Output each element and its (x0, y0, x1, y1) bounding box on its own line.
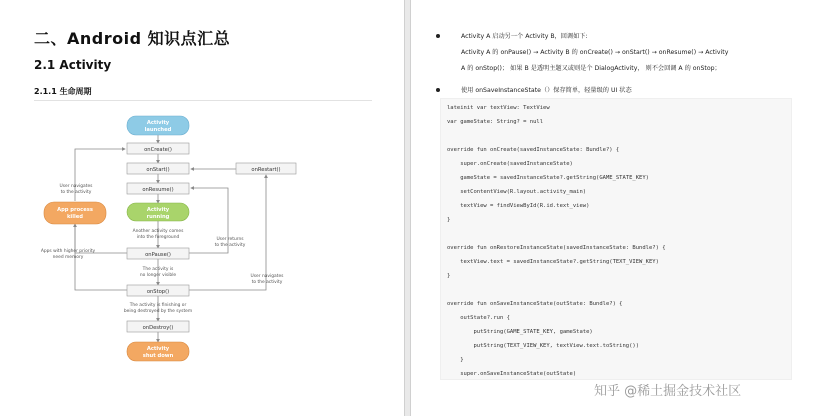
note-not-visible-1: The activity is (142, 267, 174, 272)
code-line: putString(GAME_STATE_KEY, gameState) (447, 329, 593, 335)
code-line: override fun onCreate(savedInstanceState: Bundle?) { (447, 147, 620, 153)
bullet1-line3: A 的 onStop()； 如果 B 是透明主题又或则是个 DialogActivity， 则不会回调 A 的 onStop； (461, 65, 721, 72)
note-foreground-2: into the foreground (136, 235, 180, 240)
note-user-navigates-1: User navigates (59, 184, 93, 189)
code-line: } (447, 217, 451, 223)
launched-node (127, 116, 189, 135)
running-label-2: running (146, 214, 170, 220)
note-higher-priority-2: need memory (52, 255, 84, 260)
section-heading: 二、Android 知识点汇总 (34, 29, 231, 48)
launched-label-1: Activity (146, 120, 170, 126)
killed-node (44, 202, 106, 224)
code-line: lateinit var textView: TextView (447, 105, 550, 111)
note-user-returns-1: User returns (216, 237, 244, 242)
watermark: 知乎 @稀土掘金技术社区 (594, 384, 742, 399)
code-line: super.onSaveInstanceState(outState) (447, 371, 577, 377)
note-user-returns-2: to the activity (214, 243, 246, 248)
note-finishing-1: The activity is finishing or (129, 303, 187, 308)
code-block (440, 98, 792, 380)
shutdown-label-1: Activity (146, 346, 170, 352)
shutdown-node (127, 342, 189, 361)
code-line: gameState = savedInstanceState?.getString(GAME_STATE_KEY) (447, 175, 649, 181)
running-node (127, 203, 189, 221)
onstop-label: onStop() (146, 289, 170, 295)
onpause-label: onPause() (145, 252, 171, 258)
note-higher-priority-1: Apps with higher priority (40, 249, 96, 254)
code-line: putString(TEXT_VIEW_KEY, textView.text.toString()) (447, 343, 640, 349)
note-user-navigates-2: to the activity (60, 190, 92, 195)
bullet-dot (436, 34, 440, 38)
bullet1-line1: Activity A 启动另一个 Activity B，回调如下: (461, 33, 588, 40)
note-finishing-2: being destroyed by the system (123, 309, 193, 314)
bullet1-line2: Activity A 的 onPause() → Activity B 的 onCreate() → onStart() → onResume() → Activity (461, 49, 729, 56)
code-line: setContentView(R.layout.activity_main) (447, 189, 587, 195)
bullet2-text: 使用 onSaveInstanceState（）保存简单，轻量级的 UI 状态 (461, 87, 632, 94)
code-line: override fun onSaveInstanceState(outState: Bundle?) { (447, 301, 623, 307)
onrestart-label: onRestart() (251, 167, 281, 173)
code-line: var gameState: String? = null (447, 119, 544, 125)
code-line: } (447, 357, 464, 363)
note-user-navigates-b-1: User navigates (250, 274, 284, 279)
ondestroy-label: onDestroy() (142, 325, 174, 331)
oncreate-label: onCreate() (144, 147, 172, 153)
note-foreground-1: Another activity comes (132, 229, 184, 234)
onresume-label: onResume() (142, 187, 174, 193)
activity-lifecycle-diagram (0, 0, 405, 416)
code-line: } (447, 273, 451, 279)
onstart-label: onStart() (146, 167, 170, 173)
code-line: textView = findViewById(R.id.text_view) (447, 203, 590, 209)
code-line: outState?.run { (447, 315, 510, 321)
note-not-visible-2: no longer visible (139, 273, 177, 278)
running-label-1: Activity (146, 207, 170, 213)
subsubsection-heading: 2.1.1 生命周期 (34, 87, 92, 96)
bullet-dot (436, 88, 440, 92)
code-line: super.onCreate(savedInstanceState) (447, 161, 573, 167)
code-line: override fun onRestoreInstanceState(savedInstanceState: Bundle?) { (447, 245, 666, 251)
killed-label-2: killed (66, 214, 84, 220)
note-user-navigates-b-2: to the activity (251, 280, 283, 285)
shutdown-label-2: shut down (142, 353, 174, 359)
code-line: textView.text = savedInstanceState?.getString(TEXT_VIEW_KEY) (447, 259, 659, 265)
subsection-heading: 2.1 Activity (34, 58, 112, 72)
left-page (0, 0, 405, 416)
launched-label-2: launched (144, 127, 172, 133)
killed-label-1: App process (57, 207, 93, 213)
